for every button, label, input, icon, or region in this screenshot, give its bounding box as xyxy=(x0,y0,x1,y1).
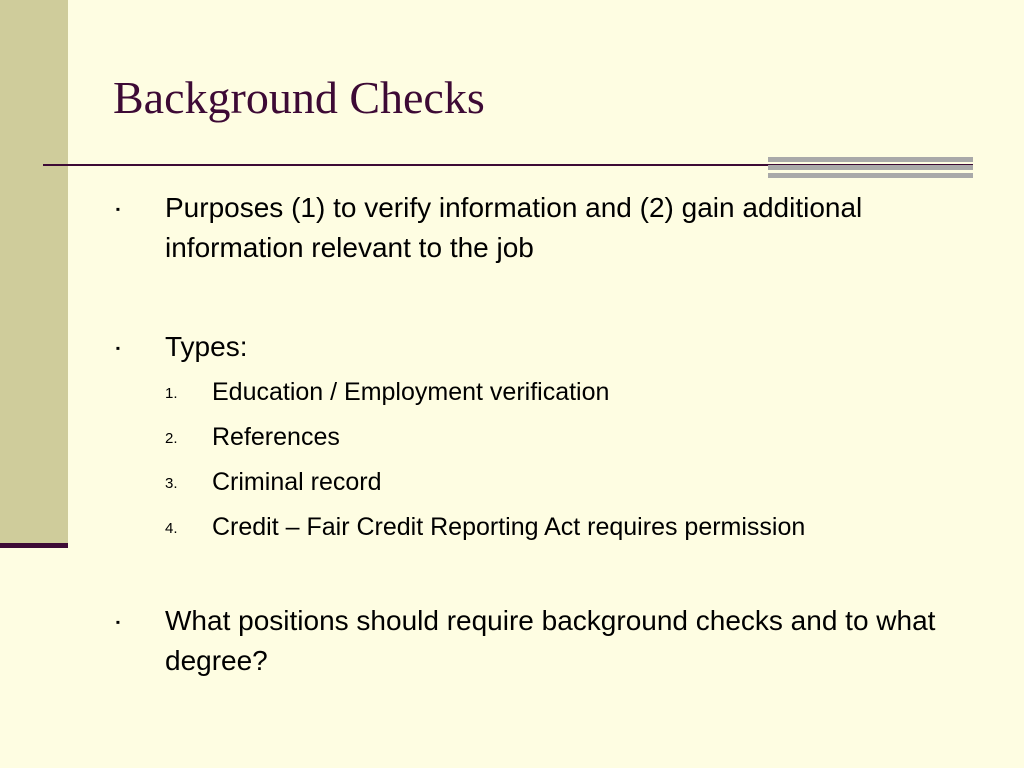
list-item: Criminal record xyxy=(212,468,382,496)
list-item: References xyxy=(212,423,340,451)
list-number: 2. xyxy=(165,430,178,447)
bullet-text: Types: xyxy=(165,331,248,362)
list-number: 4. xyxy=(165,520,178,537)
list-item: Credit – Fair Credit Reporting Act requires permission xyxy=(212,513,806,541)
square-bullet-icon: ▪ xyxy=(115,615,121,629)
bullet-text: Purposes (1) to verify information and (2) gain additional information relevant to the job xyxy=(165,192,863,263)
list-number: 1. xyxy=(165,385,178,402)
bullet-text: What positions should require background checks and to what degree? xyxy=(165,605,936,676)
list-number: 3. xyxy=(165,475,178,492)
slide-title: Background Checks xyxy=(113,72,485,123)
square-bullet-icon: ▪ xyxy=(115,341,121,355)
list-item: Education / Employment verification xyxy=(212,378,610,406)
square-bullet-icon: ▪ xyxy=(115,202,121,216)
